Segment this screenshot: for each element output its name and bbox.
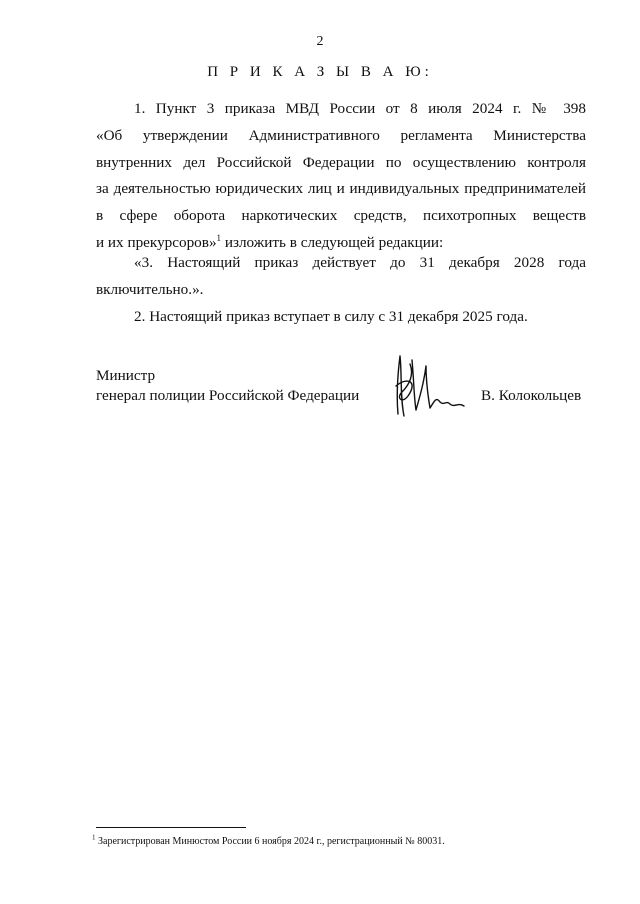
quoted-new-text	[96, 250, 586, 304]
item1-line: «Об утверждении Административного регламента Министерства	[96, 126, 586, 144]
footnote-divider	[96, 827, 246, 828]
quote-line: «3. Настоящий приказ действует до 31 декабря 2028 года	[134, 254, 586, 271]
item1-line: в сфере оборота наркотических средств, психотропных веществ	[96, 207, 586, 225]
item1-line: 1. Пункт 3 приказа МВД России от 8 июля 2024 г. № 398	[134, 100, 586, 117]
signatory-title-line: Министр	[96, 367, 156, 384]
page-number: 2	[316, 34, 324, 49]
page-heading: П Р И К А З Ы В А Ю:	[207, 64, 433, 80]
footnote-text: Зарегистрирован Минюстом России 6 ноября 2024 г., регистрационный № 80031.	[98, 836, 445, 847]
item1-last-line: и их прекурсоров»$^1$ изложить в следующей редакции:	[96, 232, 444, 251]
quote-line: включительно.».	[96, 280, 204, 298]
order-item-1	[96, 96, 586, 257]
footnote-mark: 1	[92, 833, 96, 842]
signatory-title	[96, 366, 359, 406]
item1-line: внутренних дел Российской Федерации по осуществлению контроля	[96, 153, 586, 171]
order-item-2: 2. Настоящий приказ вступает в силу с 31 декабря 2025 года.	[134, 308, 528, 325]
signatory-title-line: генерал полиции Российской Федерации	[96, 387, 360, 404]
footnote	[92, 833, 445, 847]
item1-line: за деятельностью юридических лиц и индивидуальных предпринимателей	[96, 180, 586, 198]
footnote-reference: 1	[216, 232, 222, 243]
signatory-name: В. Колокольцев	[481, 387, 582, 404]
handwritten-signature	[388, 352, 468, 422]
